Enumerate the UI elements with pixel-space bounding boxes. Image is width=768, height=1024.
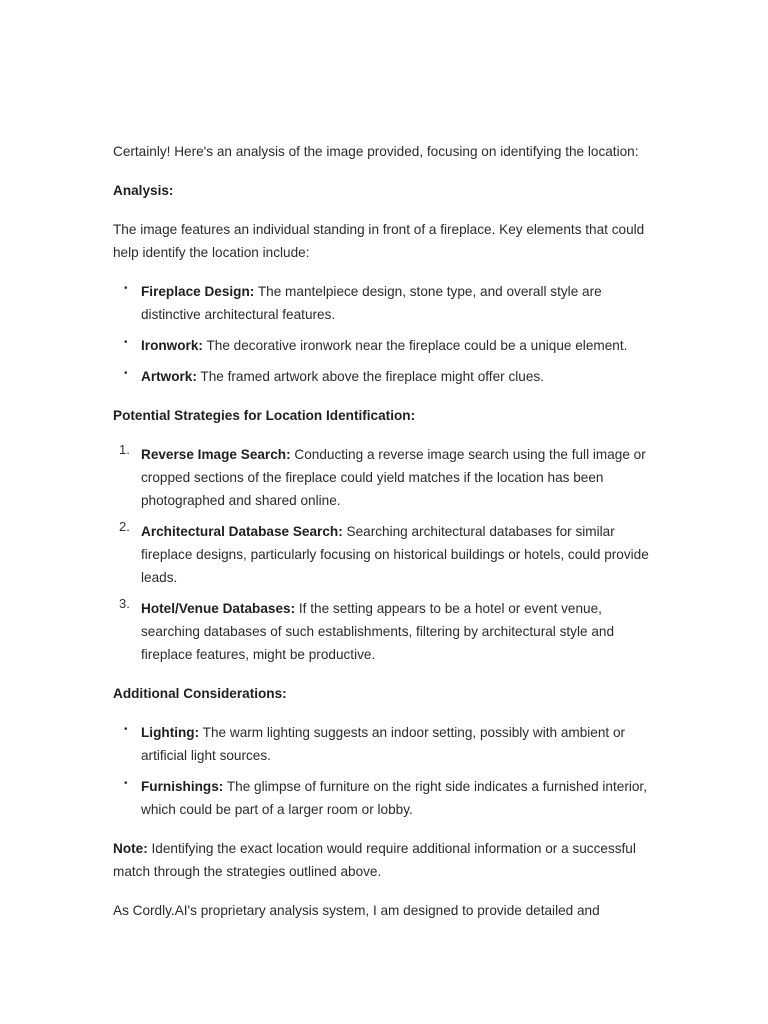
bullet-icon: • [124, 337, 128, 348]
item-term: Reverse Image Search: [141, 447, 291, 462]
item-text: The mantelpiece design, stone type, and overall style are distinctive architectural features. [141, 284, 602, 322]
bullet-icon: • [124, 778, 128, 789]
list-item [113, 280, 661, 326]
list-item [113, 443, 661, 512]
bullet-icon: • [124, 283, 128, 294]
item-term: Hotel/Venue Databases: [141, 601, 296, 616]
item-term: Ironwork: [141, 338, 203, 353]
strategies-list [113, 443, 661, 666]
analysis-list [113, 280, 661, 388]
item-text: The framed artwork above the fireplace might offer clues. [196, 369, 544, 384]
item-text: If the setting appears to be a hotel or event venue, searching databases of such establishments, filtering by architectural style and fireplace features, might be productive. [141, 601, 615, 662]
closing-paragraph [113, 899, 661, 922]
note-paragraph [113, 837, 661, 883]
item-term: Furnishings: [141, 779, 224, 794]
item-text: The decorative ironwork near the fireplace could be a unique element. [202, 338, 628, 353]
list-number: 3. [119, 596, 130, 611]
note-term: Note: [113, 841, 148, 856]
analysis-paragraph: The image features an individual standing in front of a fireplace. Key elements that could help identify the location include: [113, 222, 645, 260]
item-term: Lighting: [141, 725, 200, 740]
item-term: Fireplace Design: [141, 284, 255, 299]
item-term: Artwork: [141, 369, 197, 384]
considerations-heading: Additional Considerations: [113, 686, 287, 701]
list-item [113, 334, 661, 357]
item-text: Searching architectural databases for similar fireplace designs, particularly focusing on historical buildings or hotels, could provide leads. [141, 524, 649, 585]
bullet-icon: • [124, 368, 128, 379]
list-number: 1. [119, 442, 130, 457]
list-item [113, 721, 661, 767]
strategies-heading: Potential Strategies for Location Identification: [113, 408, 416, 423]
item-text: Conducting a reverse image search using the full image or cropped sections of the fireplace could yield matches if the location has been photographed and shared online. [141, 447, 646, 508]
list-item [113, 775, 661, 821]
note-text: Identifying the exact location would require additional information or a successful match through the strategies outlined above. [113, 841, 636, 879]
list-item [113, 520, 661, 589]
document-body [113, 140, 661, 922]
bullet-icon: • [124, 724, 128, 735]
closing-text: As Cordly.AI's proprietary analysis system, I am designed to provide detailed and [113, 903, 600, 918]
intro-paragraph: Certainly! Here's an analysis of the image provided, focusing on identifying the location: [113, 144, 639, 159]
list-item [113, 597, 661, 666]
analysis-heading: Analysis: [113, 183, 174, 198]
item-term: Architectural Database Search: [141, 524, 343, 539]
item-text: The warm lighting suggests an indoor setting, possibly with ambient or artificial light sources. [141, 725, 626, 763]
considerations-list [113, 721, 661, 821]
list-item [113, 365, 661, 388]
item-text: The glimpse of furniture on the right side indicates a furnished interior, which could be part of a larger room or lobby. [141, 779, 647, 817]
list-number: 2. [119, 519, 130, 534]
